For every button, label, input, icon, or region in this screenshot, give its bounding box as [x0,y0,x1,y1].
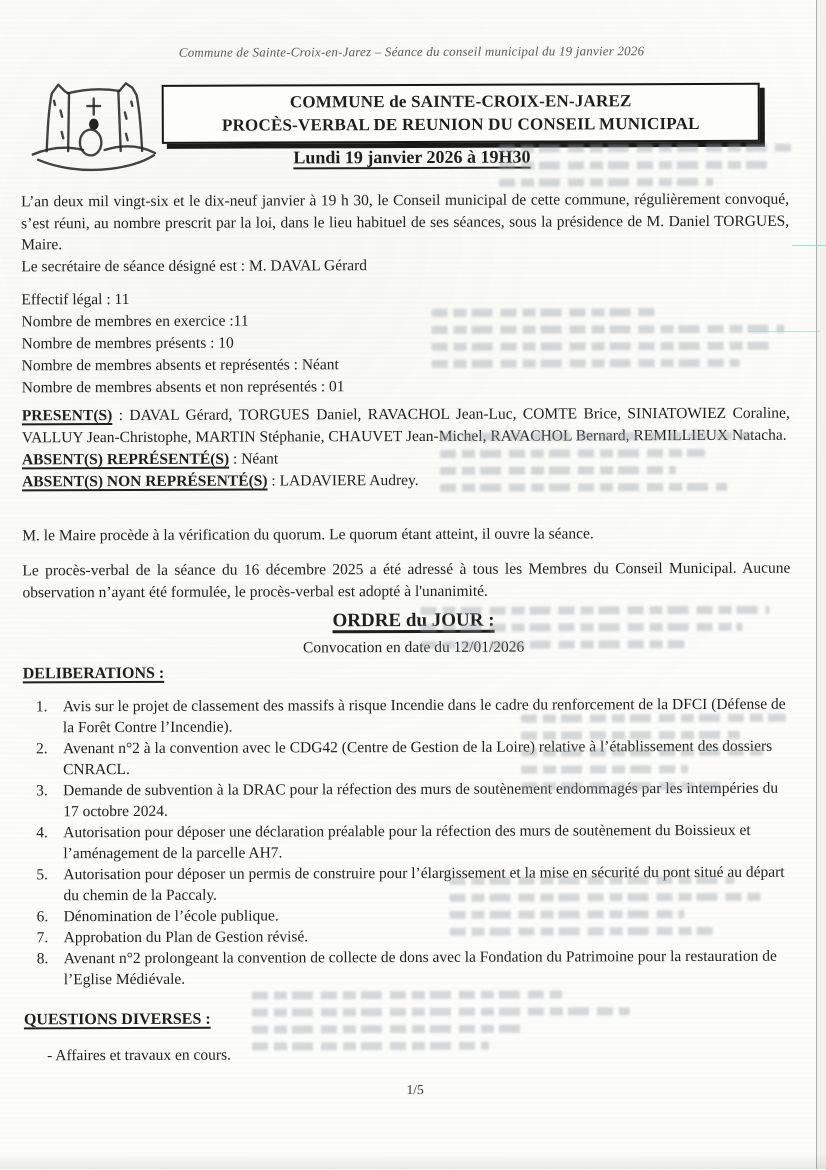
absent-represented-label: ABSENT(S) REPRÉSENTÉ(S) [21,450,230,469]
absent-not-represented [22,469,790,494]
deliberation-item: Avenant n°2 prolongeant la convention de collecte de dons avec la Fondation du Patrimoine pour la restauration de l’Eglise Médiévale. [63,947,777,989]
present-members [22,403,790,450]
deliberation-item: Dénomination de l’école publique. [63,907,279,926]
deliberation-item: Avis sur le projet de classement des massifs à risque Incendie dans le cadre du renforcement de la DFCI (Défense de la Forêt Contre l’Incendie). [62,695,786,737]
count-line: Nombre de membres absents et représentés : Néant [21,356,339,375]
quorum-statement: M. le Maire procède à la vérification du quorum. Le quorum étant atteint, il ouvre la séance. [22,525,594,545]
deliberation-item: Demande de subvention à la DRAC pour la réfection des murs de soutènement endommagés par les intempéries du 17 octobre 2024. [63,779,779,821]
count-line: Nombre de membres absents et non représentés : 01 [21,378,345,397]
convocation-date: Convocation en date du 12/01/2026 [302,638,525,656]
document-type: PROCÈS-VERBAL DE REUNION DU CONSEIL MUNICIPAL [221,113,700,135]
agenda-header [0,609,826,660]
question-item: - Affaires et travaux en cours. [47,1046,232,1065]
present-label: PRESENT(S) [21,407,113,425]
absent-represented-value: : Néant [229,450,279,468]
running-header: Commune de Sainte-Croix-en-Jarez – Séance du conseil municipal du 19 janvier 2026 [178,43,645,60]
scan-color-artifact [792,245,826,246]
count-line: Nombre de membres présents : 10 [21,334,234,353]
document-title-box [162,83,760,144]
present-names: : DAVAL Gérard, TORGUES Daniel, RAVACHOL Jean-Luc, COMTE Brice, SINIATOWIEZ Coraline, VALLUY Jean-Christophe, MARTIN Stéphanie, CHAUVET Jean-Michel, RAVACHOL Bernard, REMILLIEUX Natacha. [21,404,790,447]
page-number: 1/5 [406,1081,424,1098]
deliberations-list [23,694,792,991]
agenda-title: ORDRE du JOUR : [332,609,495,632]
scan-edge-line [816,0,817,1169]
session-datetime-title: Lundi 19 janvier 2026 à 19H30 [293,146,531,168]
deliberation-item: Avenant n°2 à la convention avec le CDG42 (Centre de Gestion de la Loire) relative à l’établissement des dossiers CNRACL. [62,737,773,779]
secretary-line: Le secrétaire de séance désigné est : M. DAVAL Gérard [21,256,368,275]
questions-heading: QUESTIONS DIVERSES : [23,1010,211,1029]
previous-minutes-statement: Le procès-verbal de la séance du 16 décembre 2025 a été adressé à tous les Membres du Conseil Municipal. Aucune observation n’ayant été formulée, le procès-verbal est adopté à l'unanimité. [22,559,791,601]
membership-counts [21,287,789,400]
deliberation-item: Autorisation pour déposer une déclaration préalable pour la réfection des murs de soutènement du Boissieux et l’aménagement de la parcelle AH7. [63,821,751,863]
absent-not-represented-label: ABSENT(S) NON REPRÉSENTÉ(S) [22,472,268,491]
questions-list [47,1043,815,1067]
count-line: Nombre de membres en exercice :11 [21,312,249,331]
deliberations-section [23,694,792,991]
scan-color-artifact [748,331,820,332]
deliberation-item: Approbation du Plan de Gestion révisé. [63,928,309,947]
deliberations-heading: DELIBERATIONS : [22,664,165,683]
absent-not-represented-value: : LADAVIERE Audrey. [267,471,419,490]
attendance-section [22,403,790,494]
scan-bottom-shadow [0,1153,826,1169]
absent-represented [22,447,790,472]
commune-name: COMMUNE de SAINTE-CROIX-EN-JAREZ [289,91,632,112]
deliberation-item: Autorisation pour déposer un permis de construire pour l’élargissement et la mise en sécurité du pont situé au départ du chemin de la Paccaly. [63,863,785,905]
intro-section [21,189,789,278]
count-line: Effectif légal : 11 [21,290,130,309]
scan-edge-margin [817,0,826,1169]
opening-paragraph: L’an deux mil vingt-six et le dix-neuf janvier à 19 h 30, le Conseil municipal de cette commune, régulièrement convoqué, s’est réuni, au nombre prescrit par la loi, dans le lieu habituel de ses séances, sous la présidence de M. Daniel TORGUES, Maire. [21,190,790,254]
